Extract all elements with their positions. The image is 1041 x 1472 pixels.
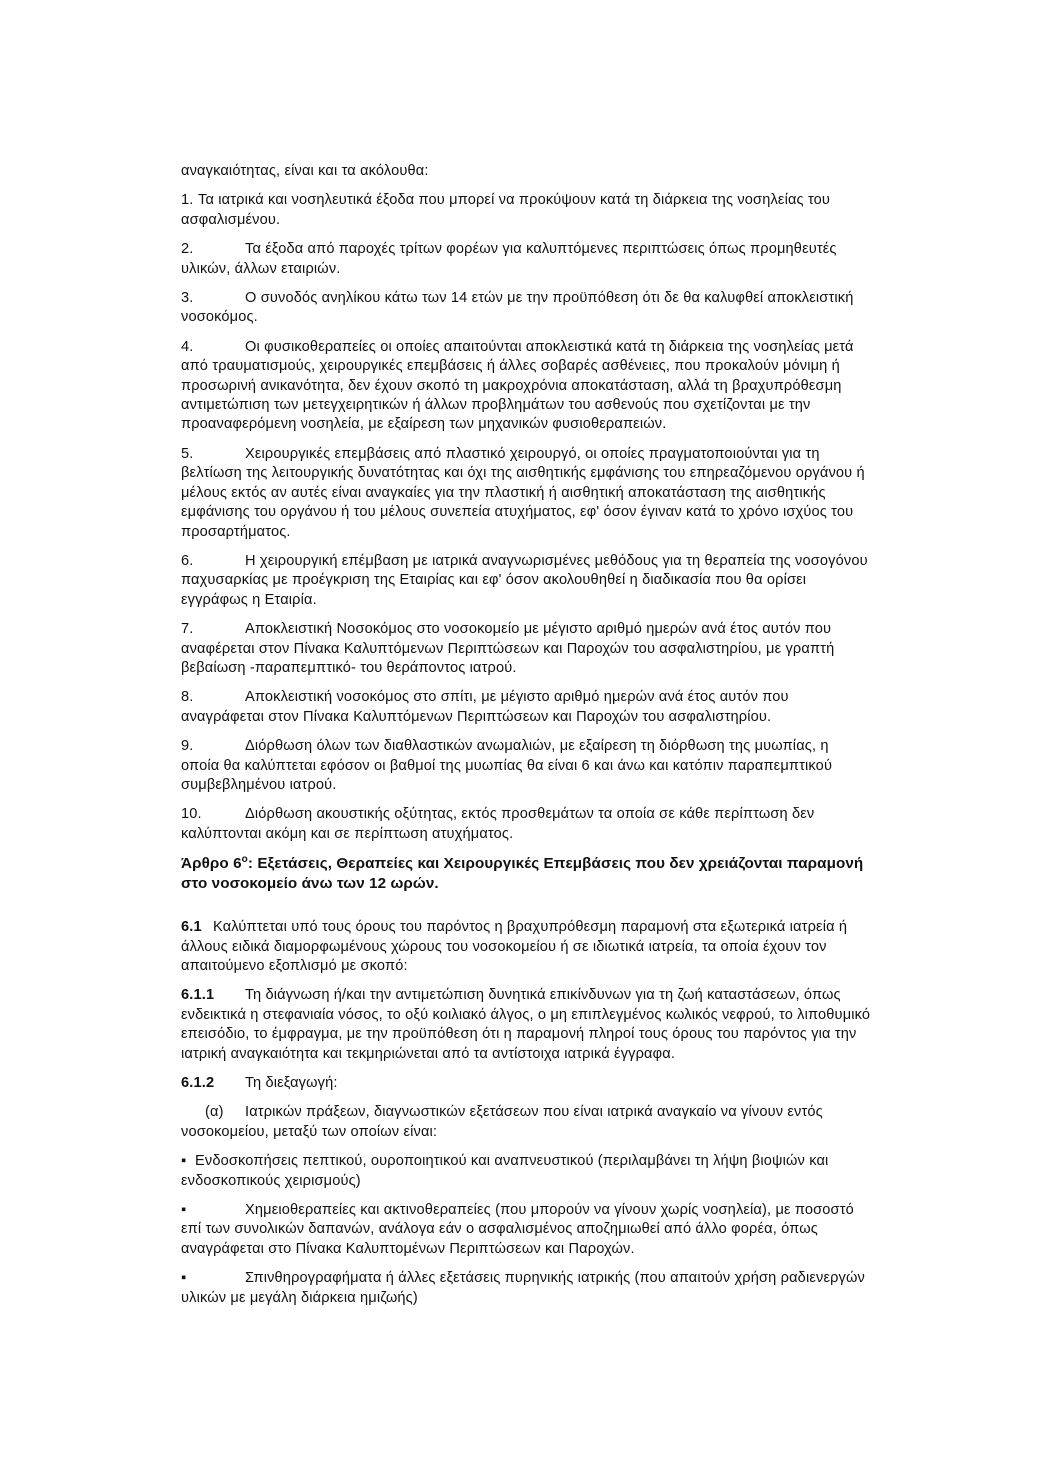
- item-text: Τα ιατρικά και νοσηλευτικά έξοδα που μπορεί να προκύψουν κατά τη διάρκεια της νοσηλείας του ασφαλισμένου.: [181, 192, 831, 228]
- item-number: 10.: [181, 806, 202, 823]
- list-item: [181, 737, 871, 795]
- section-text: Τη διάγνωση ή/και την αντιμετώπιση δυνητικά επικίνδυνων για τη ζωή καταστάσεων, όπως ενδεικτικά η στεφανιαία νόσος, το οξύ κοιλιακό άλγος, ο μη επιπλεγμένος κωλικός νεφρού, το λιποθυμικό επεισόδιο, το έμφραγμα, με την προϋπόθεση ότι η παραμονή πληροί τους όρους του παρόντος για την ιατρική αναγκαιότητα και τεκμηριώνεται από τα αντίστοιχα ιατρικά έγγραφα.: [181, 987, 871, 1062]
- list-item: [181, 338, 871, 435]
- page-content: [181, 162, 871, 1318]
- item-number: 6.: [181, 552, 194, 569]
- list-item: [181, 552, 871, 610]
- subitem-a: [181, 1103, 871, 1142]
- bullet-item: [181, 1201, 871, 1259]
- bullet-list: [181, 1152, 871, 1308]
- section-text: Καλύπτεται υπό τους όρους του παρόντος η βραχυπρόθεσμη παραμονή στα εξωτερικά ιατρεία ή άλλους ειδικά διαμορφωμένους χώρους του νοσοκομείου ή σε ιδιωτικά ιατρεία, τα οποία έχουν τον απαιτούμενο εξοπλισμό με σκοπό:: [181, 919, 848, 974]
- item-text: Χειρουργικές επεμβάσεις από πλαστικό χειρουργό, οι οποίες πραγματοποιούνται για τη βελτίωση της λειτουργικής δυνατότητας και όχι της αισθητικής εμφάνισης του επηρεαζόμενου οργάνου ή μέλους εκτός αν αυτές είναι αναγκαίες για την πλαστική ή αισθητική αποκατάσταση της αισθητικής εμφάνισης του οργάνου ή του μέλους συνεπεία ατυχήματος, εφ' όσον έγιναν κατά το χρόνο ισχύος του προσαρτήματος.: [181, 445, 865, 540]
- section-number: 6.1: [181, 919, 202, 936]
- item-text: Ο συνοδός ανηλίκου κάτω των 14 ετών με την προϋπόθεση ότι δε θα καλυφθεί αποκλειστική νοσοκόμος.: [181, 290, 854, 326]
- numbered-list: [181, 191, 871, 844]
- subitem-label: (α): [205, 1104, 224, 1121]
- section-6-1-1: [181, 986, 871, 1064]
- article-heading: [181, 854, 871, 894]
- bullet-text: Σπινθηρογραφήματα ή άλλες εξετάσεις πυρηνικής ιατρικής (που απαιτούν χρήση ραδιενεργών υλικών με μεγάλη διάρκεια ημιζωής): [181, 1270, 865, 1306]
- spacer: [181, 894, 871, 918]
- item-number: 9.: [181, 738, 194, 755]
- list-item: [181, 191, 871, 230]
- list-item: [181, 289, 871, 328]
- section-6-1-2: [181, 1074, 871, 1093]
- article-heading-text: : Εξετάσεις, Θεραπείες και Χειρουργικές Επεμβάσεις που δεν χρειάζονται παραμονή στο νοσοκομείο άνω των 12 ωρών.: [181, 855, 864, 893]
- item-number: 3.: [181, 290, 194, 307]
- item-text: Η χειρουργική επέμβαση με ιατρικά αναγνωρισμένες μεθόδους για τη θεραπεία της νοσογόνου παχυσαρκίας με προέγκριση της Εταιρίας και εφ' όσον ακολουθηθεί η διαδικασία που θα ορίσει εγγράφως η Εταιρία.: [181, 552, 868, 608]
- list-item: [181, 805, 871, 844]
- bullet-icon: ▪: [181, 1153, 187, 1170]
- item-number: 4.: [181, 338, 194, 355]
- bullet-item: [181, 1152, 871, 1191]
- bullet-item: [181, 1269, 871, 1308]
- bullet-icon: ▪: [181, 1270, 187, 1287]
- intro-line: αναγκαιότητας, είναι και τα ακόλουθα:: [181, 163, 429, 179]
- item-text: Τα έξοδα από παροχές τρίτων φορέων για καλυπτόμενες περιπτώσεις όπως προμηθευτές υλικών, άλλων εταιριών.: [181, 241, 837, 277]
- list-item: [181, 688, 871, 727]
- section-number: 6.1.1: [181, 987, 215, 1004]
- bullet-icon: ▪: [181, 1202, 187, 1219]
- list-item: [181, 620, 871, 678]
- list-item: [181, 445, 871, 542]
- item-number: 2.: [181, 241, 194, 258]
- item-number: 5.: [181, 445, 194, 462]
- item-number: 7.: [181, 621, 194, 638]
- section-6-1: [181, 918, 871, 976]
- item-text: Διόρθωση ακουστικής οξύτητας, εκτός προσθεμάτων τα οποία σε κάθε περίπτωση δεν καλύπτονται ακόμη και σε περίπτωση ατυχήματος.: [181, 806, 815, 842]
- section-number: 6.1.2: [181, 1075, 215, 1092]
- item-number: 8.: [181, 689, 194, 706]
- item-text: Αποκλειστική Νοσοκόμος στο νοσοκομείο με μέγιστο αριθμό ημερών ανά έτος αυτόν που αναφέρεται στον Πίνακα Καλυπτόμενων Περιπτώσεων και Παροχών του ασφαλιστηρίου, με γραπτή βεβαίωση -παραπεμπτικό- του θεράποντος ιατρού.: [181, 621, 835, 676]
- bullet-text: Χημειοθεραπείες και ακτινοθεραπείες (που μπορούν να γίνουν χωρίς νοσηλεία), με ποσοστό επί των συνολικών δαπανών, ανάλογα εάν ο ασφαλισμένος αποζημιωθεί από άλλο φορέα, όπως αναγράφεται στο Πίνακα Καλυπτομένων Περιπτώσεων και Παροχών.: [181, 1202, 854, 1257]
- item-text: Οι φυσικοθεραπείες οι οποίες απαιτούνται αποκλειστικά κατά τη διάρκεια της νοσηλείας μετά από τραυματισμούς, χειρουργικές επεμβάσεις ή άλλες σοβαρές ασθένειες, που προκαλούν μόνιμη ή προσωρινή ανικανότητα, δεν έχουν σκοπό τη μακροχρόνια αποκατάσταση, αλλά τη βραχυπρόθεσμη αντιμετώπιση των μετεγχειρητικών ή άλλων προβλημάτων του ασθενούς που σχετίζονται με την προαναφερόμενη νοσηλεία, με εξαίρεση των μηχανικών φυσιοθεραπειών.: [181, 338, 854, 433]
- section-text: Τη διεξαγωγή:: [245, 1075, 338, 1092]
- item-text: Διόρθωση όλων των διαθλαστικών ανωμαλιών, με εξαίρεση τη διόρθωση της μυωπίας, η οποία θα καλύπτεται εφόσον οι βαθμοί της μυωπίας θα είναι 6 και άνω και κατόπιν παραπεμπτικού συμβεβλημένου ιατρού.: [181, 738, 833, 793]
- item-number: 1.: [181, 192, 194, 209]
- list-item: [181, 240, 871, 279]
- article-heading-prefix: Άρθρο 6: [181, 855, 242, 873]
- bullet-text: Ενδοσκοπήσεις πεπτικού, ουροποιητικού και αναπνευστικού (περιλαμβάνει τη λήψη βιοψιών και ενδοσκοπικούς χειρισμούς): [181, 1153, 829, 1189]
- subitem-text: Ιατρικών πράξεων, διαγνωστικών εξετάσεων που είναι ιατρικά αναγκαίο να γίνουν εντός νοσοκομείου, μεταξύ των οποίων είναι:: [181, 1104, 823, 1140]
- article-heading-sup: ο: [241, 854, 248, 866]
- item-text: Αποκλειστική νοσοκόμος στο σπίτι, με μέγιστο αριθμό ημερών ανά έτος αυτόν που αναγράφεται στον Πίνακα Καλυπτόμενων Περιπτώσεων και Παροχών του ασφαλιστηρίου.: [181, 689, 789, 725]
